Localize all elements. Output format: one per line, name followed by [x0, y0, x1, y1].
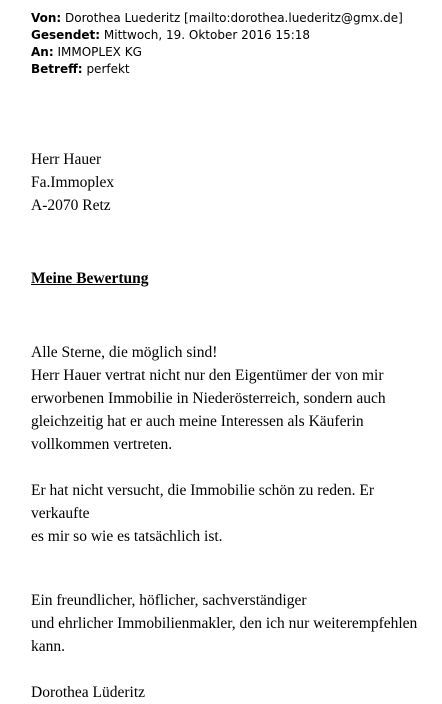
- sent-label: Gesendet:: [31, 28, 101, 42]
- address-line: A-2070 Retz: [31, 197, 111, 214]
- paragraph-line: erworbenen Immobilie in Niederösterreich, sondern auch: [31, 390, 386, 407]
- paragraph-line: und ehrlicher Immobilienmakler, den ich nur weiterempfehlen: [31, 615, 418, 632]
- to-value: IMMOPLEX KG: [57, 45, 142, 59]
- subject-label: Betreff:: [31, 62, 83, 76]
- sent-value: Mittwoch, 19. Oktober 2016 15:18: [103, 28, 311, 42]
- to-label: An:: [31, 45, 54, 59]
- paragraph-2: [31, 479, 436, 548]
- paragraph-line: vollkommen vertreten.: [31, 436, 173, 453]
- paragraph-line: es mir so wie es tatsächlich ist.: [31, 528, 223, 545]
- paragraph-3: [31, 589, 436, 658]
- paragraph-line: Alle Sterne, die möglich sind!: [31, 344, 218, 361]
- address-line: Herr Hauer: [31, 151, 102, 168]
- email-header: [31, 10, 436, 78]
- paragraph-line: Herr Hauer vertrat nicht nur den Eigentümer der von mir: [31, 367, 384, 384]
- letter-body: [31, 148, 436, 704]
- from-label: Von:: [31, 11, 62, 25]
- paragraph-line: Er hat nicht versucht, die Immobilie schön zu reden. Er verkaufte: [31, 482, 375, 522]
- paragraph-1: [31, 341, 436, 456]
- paragraph-line: gleichzeitig hat er auch meine Interessen als Käuferin: [31, 413, 364, 430]
- subject-value: perfekt: [86, 62, 130, 76]
- paragraph-line: kann.: [31, 638, 66, 655]
- subject-row: [31, 61, 436, 78]
- from-value: Dorothea Luederitz [mailto:dorothea.luederitz@gmx.de]: [65, 11, 403, 25]
- recipient-address: [31, 148, 436, 217]
- from-row: [31, 10, 436, 27]
- paragraph-line: Ein freundlicher, höflicher, sachverständiger: [31, 592, 307, 609]
- letter-heading: Meine Bewertung: [31, 270, 149, 287]
- signature: Dorothea Lüderitz: [31, 684, 146, 701]
- sent-row: [31, 27, 436, 44]
- to-row: [31, 44, 436, 61]
- address-line: Fa.Immoplex: [31, 174, 115, 191]
